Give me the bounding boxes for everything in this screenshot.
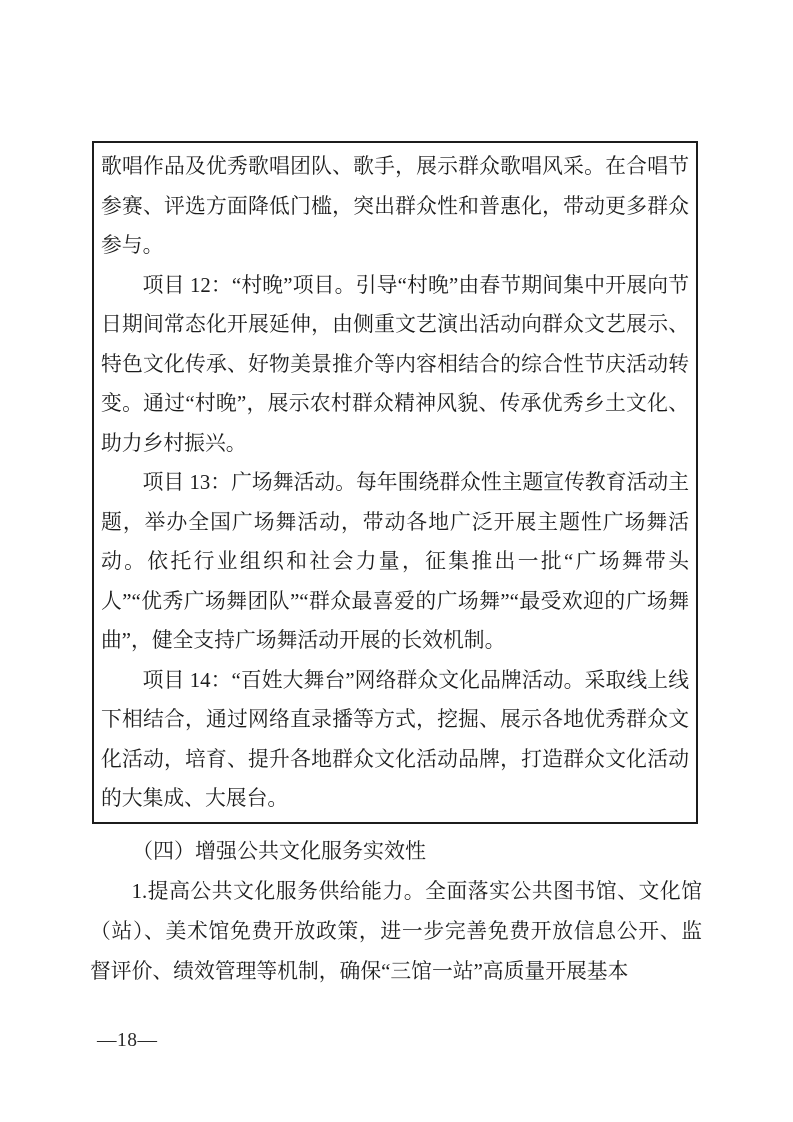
paragraph-service-capacity: 1.提高公共文化服务供给能力。全面落实公共图书馆、文化馆（站）、美术馆免费开放政策，进一步完善免费开放信息公开、监督评价、绩效管理等机制，确保“三馆一站”高质量开展基本 — [90, 880, 702, 983]
paragraph-project-12: 项目 12：“村晚”项目。引导“村晚”由春节期间集中开展向节日期间常态化开展延伸，由侧重文艺演出活动向群众文艺展示、特色文化传承、好物美景推介等内容相结合的综合性节庆活动转变。通过“村晚”，展示农村群众精神风貌、传承优秀乡土文化、助力乡村振兴。 — [101, 273, 689, 455]
section-heading: （四）增强公共文化服务实效性 — [132, 839, 426, 863]
page-number: —18— — [97, 1030, 158, 1051]
paragraph-project-14: 项目 14：“百姓大舞台”网络群众文化品牌活动。采取线上线下相结合，通过网络直录播等方式，挖掘、展示各地优秀群众文化活动，培育、提升各地群众文化活动品牌，打造群众文化活动的大集成、大展台。 — [101, 668, 689, 810]
projects-text-box — [92, 141, 698, 824]
paragraph-project-13: 项目 13：广场舞活动。每年围绕群众性主题宣传教育活动主题，举办全国广场舞活动，带动各地广泛开展主题性广场舞活动。依托行业组织和社会力量，征集推出一批“广场舞带头人”“优秀广场舞团队”“群众最喜爱的广场舞”“最受欢迎的广场舞曲”，健全支持广场舞活动开展的长效机制。 — [101, 471, 689, 652]
paragraph-choir-continuation: 歌唱作品及优秀歌唱团队、歌手，展示群众歌唱风采。在合唱节参赛、评选方面降低门槛，突出群众性和普惠化，带动更多群众参与。 — [101, 155, 689, 257]
body-section — [90, 831, 702, 992]
